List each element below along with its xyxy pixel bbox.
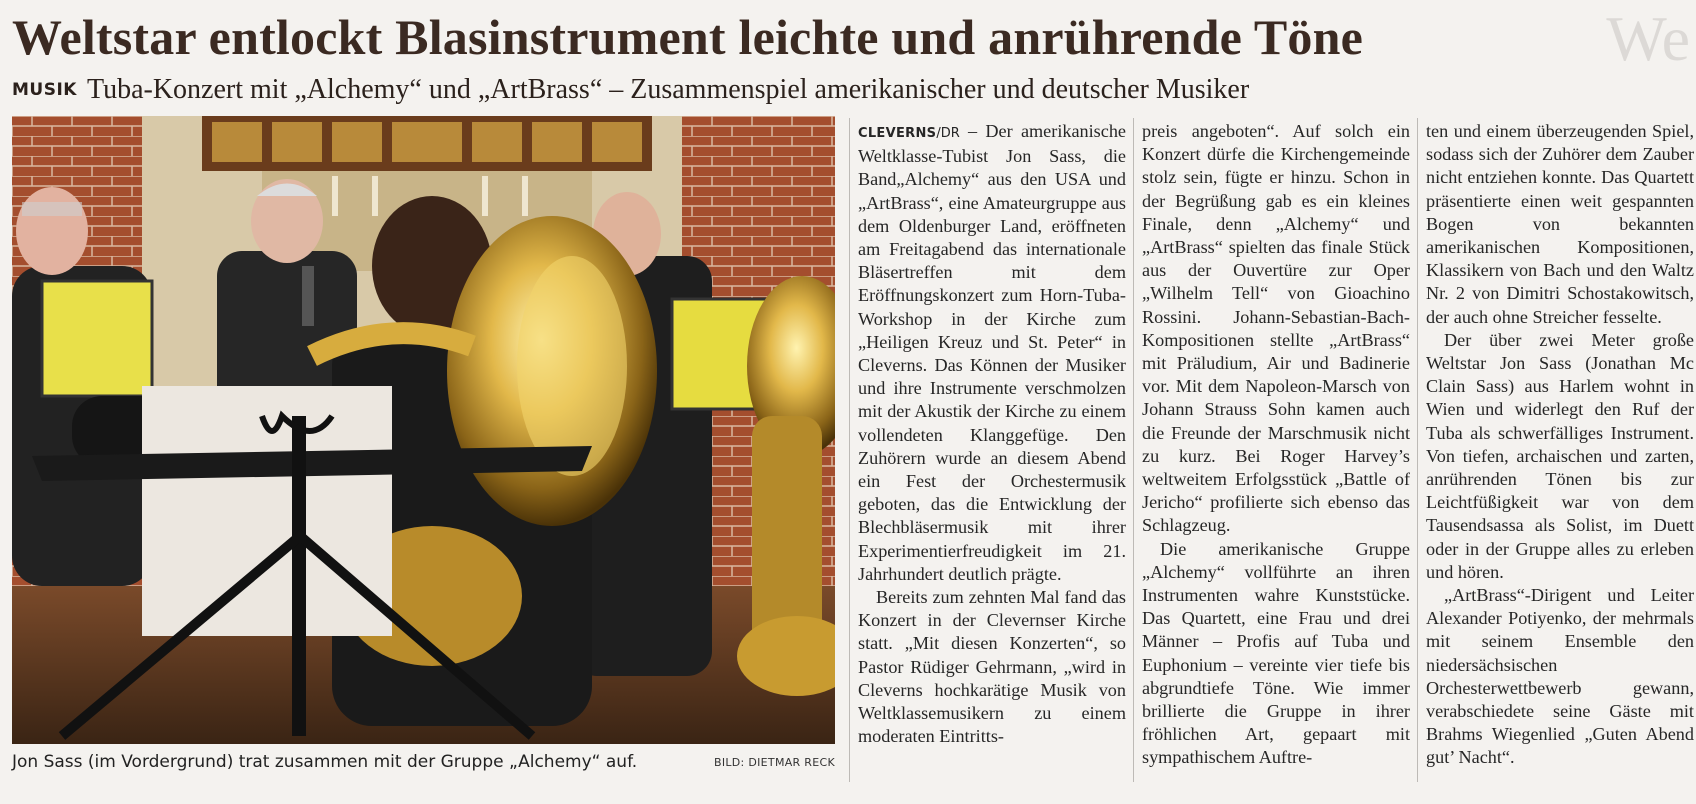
photo-caption-row [12, 752, 835, 776]
dateline: CLEVERNS [858, 126, 937, 141]
adjacent-article-fragment: We [1606, 3, 1690, 74]
concert-photo [12, 116, 835, 744]
photo-credit: BILD: DIETMAR RECK [713, 756, 835, 769]
subheadline: Tuba-Konzert mit „Alchemy“ und „ArtBrass“ – Zusammenspiel amerikanischer und deutscher Musiker [86, 74, 1250, 105]
body-paragraph: Die amerikanische Gruppe „Alchemy“ vollführte an ihren Instrumenten wahre Kunststücke. Das Quartett, eine Frau und drei Männer – Profis auf Tuba und Euphonium – vereinte vier tiefe bis abgrundtiefe Töne. Wie immer brillierte die Gruppe in ihrer fröhlichen Art, gepaart mit sympathischem Auftre- [1142, 538, 1410, 768]
article-column-2 [1142, 120, 1410, 780]
body-paragraph: Bereits zum zehnten Mal fand das Konzert in der Clevernser Kirche statt. „Mit diesen Konzerten“, so Pastor Rüdiger Gehrmann, „wird in Cleverns hochkarätige Musik von Weltklassemusikern zu einem moderaten Eintritts- [858, 587, 1126, 747]
headline: Weltstar entlockt Blasinstrument leichte und anrührende Töne [12, 9, 1363, 65]
section-kicker: MUSIK [12, 80, 77, 100]
body-paragraph: „ArtBrass“-Dirigent und Leiter Alexander Potiyenko, der mehrmals mit seinem Ensemble den niedersächsischen Orchesterwettbewerb gewann, verabschiedete seine Gäste mit Brahms Wiegenlied „Guten Abend gut’ Nacht“. [1426, 585, 1694, 768]
subheadline-row [12, 72, 1249, 111]
article-column-3 [1426, 120, 1694, 780]
music-folder-left [42, 281, 152, 396]
body-paragraph: preis angeboten“. Auf solch ein Konzert dürfe die Kirchengemeinde stolz sein, fügte er hinzu. Schon in der Begrüßung gab es ein kleines Finale, denn „Alchemy“ und „ArtBrass“ spielten das finale Stück aus der Ouvertüre zur Oper „Wilhelm Tell“ von Gioachino Rossini. Johann-Sebastian-Bach-Kompositionen stellte „ArtBrass“ mit Präludium, Air und Badinerie vor. Mit dem Napoleon-Marsch von Johann Strauss Sohn kamen auch die Freunde der Marschmusik nicht zu kurz. Bei Roger Harvey’s weltweitem Erfolgsstück „Battle of Jericho“ profilierte sich ebenso das Schlagzeug. [1142, 121, 1410, 536]
concert-photo-illustration [12, 116, 835, 744]
body-paragraph: ten und einem überzeugenden Spiel, sodass sich der Zuhörer dem Zauber nicht entziehen konnte. Das Quartett präsentierte einen weit gespannten Bogen von bekannten amerikanischen Kompositionen, Klassikern von Bach und den Waltz Nr. 2 von Dimitri Schostakowitsch, der auch ohne Streicher fesselte. [1426, 121, 1694, 327]
column-rule [849, 118, 850, 782]
body-paragraph [858, 120, 1126, 586]
article-column-1 [858, 120, 1126, 780]
body-paragraph: Der über zwei Meter große Weltstar Jon Sass (Jonathan Mc Clain Sass) aus Harlem wohnt in Wien und widerlegt den Ruf der Tuba als schwerfälliges Instrument. Von tiefen, archaischen und zarten, anrührenden Tönen bis zur Leichtfüßigkeit war von dem Tausendsassa als Solist, im Duett oder in der Gruppe alles zu erleben und hören. [1426, 329, 1694, 582]
body-text: – Der amerikanische Weltklasse-Tubist Jon Sass, die Band„Alchemy“ aus den USA und „ArtBrass“, eine Amateurgruppe aus dem Oldenburger Land, eröffneten am Freitagabend das internationale Bläsertreffen mit dem Eröffnungskonzert zum Horn-Tuba-Workshop in der Kirche zum „Heiligen Kreuz und St. Peter“ in Cleverns. Das Können der Musiker und ihre Instrumente verschmolzen mit der Akustik der Kirche zu einem vollendeten Klanggefüge. Den Zuhörern wurde an diesem Abend ein Fest der Orchestermusik geboten, das die Entwicklung der Blechbläsermusik mit ihrer Experimentierfreudigkeit im 21. Jahrhundert deutlich prägte. [858, 121, 1126, 584]
photo-caption: Jon Sass (im Vordergrund) trat zusammen mit der Gruppe „Alchemy“ auf. [12, 752, 638, 772]
column-rule [1133, 118, 1134, 782]
column-rule [1417, 118, 1418, 782]
dateline-agency: /DR [936, 126, 960, 141]
